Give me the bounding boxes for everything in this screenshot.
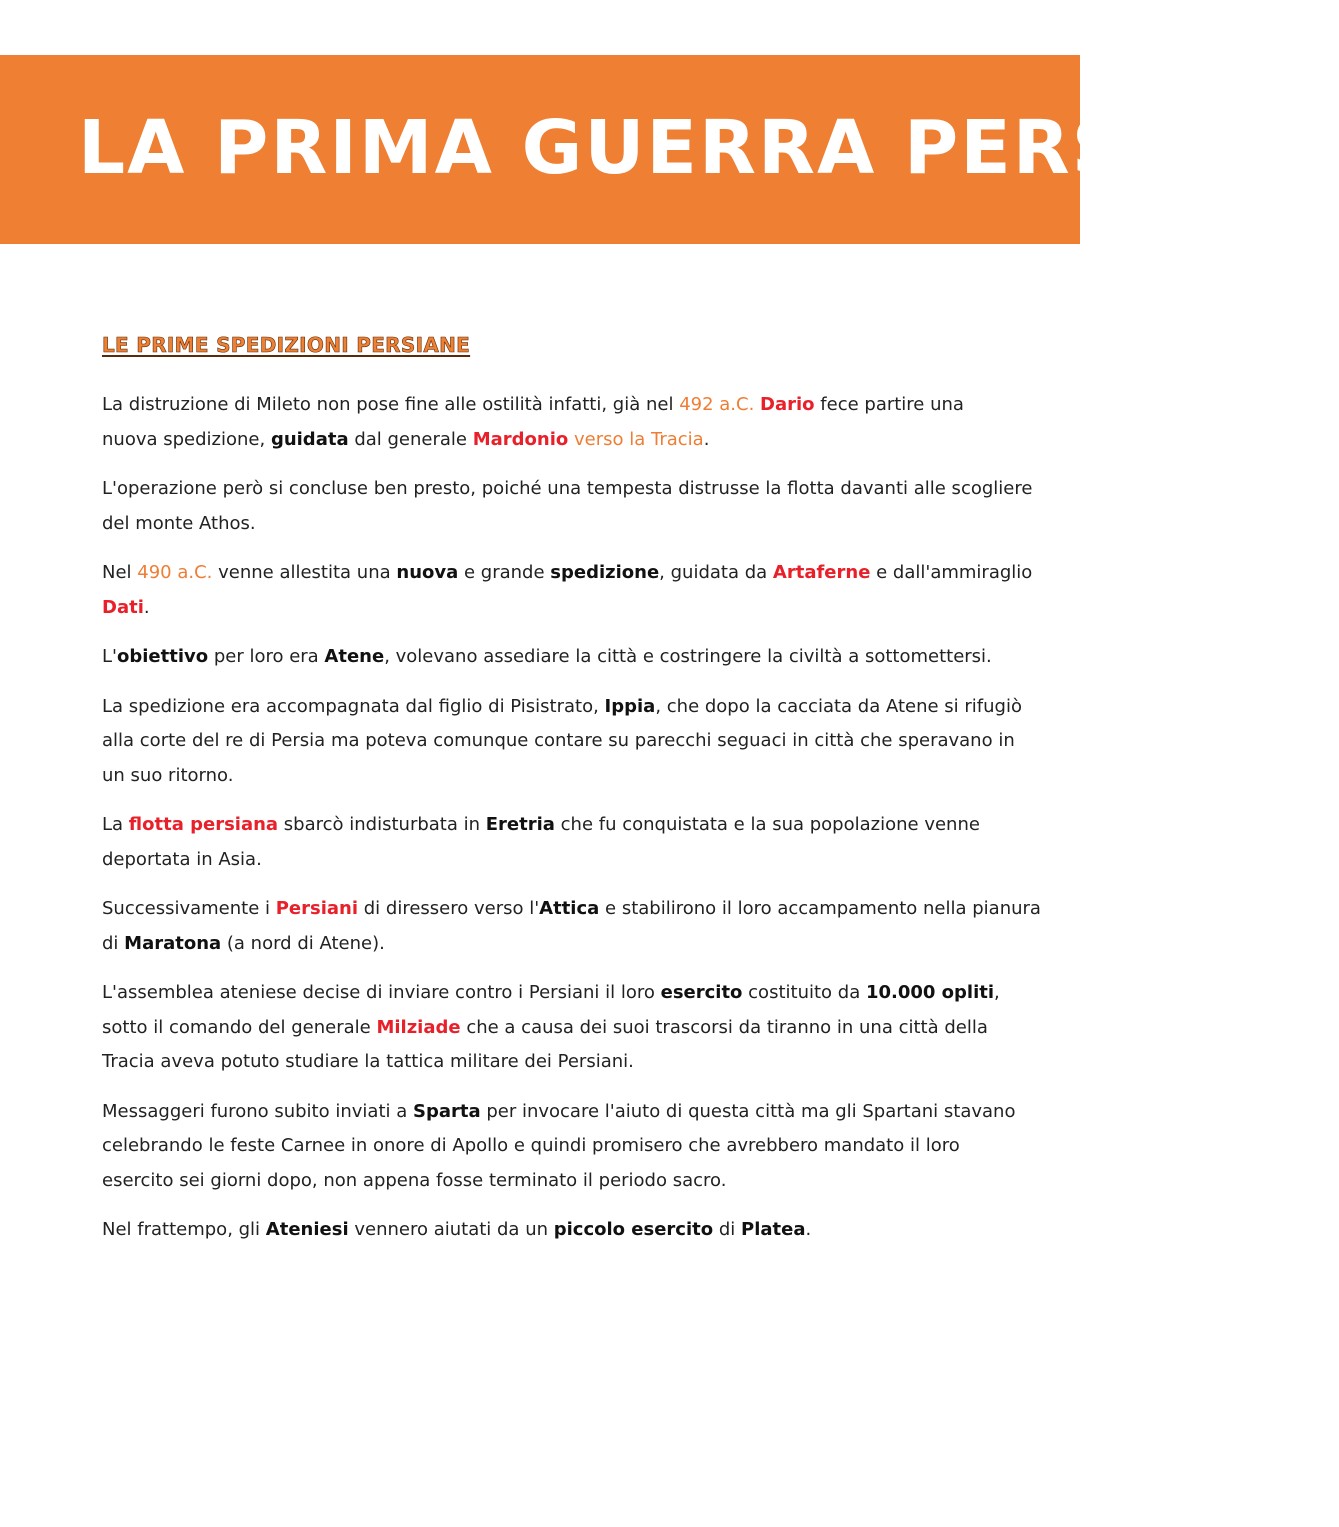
- keyword-bold: Sparta: [412, 1100, 481, 1122]
- text: sotto il comando del generale: [102, 1016, 377, 1038]
- text: per invocare l'aiuto di questa città ma gli Spartani stavano: [480, 1100, 1016, 1122]
- paragraph-10: [102, 1213, 982, 1248]
- text: Messaggeri furono subito inviati a: [102, 1100, 413, 1122]
- paragraph-4: [102, 640, 992, 675]
- text: fece partire una: [814, 394, 964, 415]
- paragraph-6: [102, 808, 982, 877]
- text: alla corte del re di Persia ma poteva comunque contare su parecchi seguaci in città che speravano in: [102, 730, 1015, 751]
- paragraph-2: [102, 472, 1033, 541]
- text: (a nord di Atene).: [221, 932, 385, 954]
- text: Successivamente i: [102, 898, 276, 919]
- text: e stabilirono il loro accampamento nella pianura: [599, 898, 1041, 919]
- text: nuova spedizione,: [102, 428, 271, 450]
- text: L'operazione però si concluse ben presto, poiché una tempesta distrusse la flotta davanti alle scogliere: [102, 478, 1033, 499]
- text: che a causa dei suoi trascorsi da tiranno in una città della: [460, 1016, 988, 1038]
- text: , guidata da: [659, 562, 773, 583]
- text: ,: [994, 982, 1000, 1003]
- keyword-bold: obiettivo: [116, 646, 209, 667]
- place-highlight: verso la Tracia: [568, 428, 704, 450]
- text: .: [703, 428, 710, 450]
- text: Nel frattempo, gli: [102, 1219, 266, 1240]
- keyword-bold: piccolo esercito: [553, 1219, 714, 1240]
- keyword-highlight: Persiani: [275, 898, 359, 919]
- keyword-highlight: Artaferne: [772, 562, 871, 583]
- keyword-highlight: flotta persiana: [128, 814, 279, 835]
- date-highlight: 490 a.C.: [137, 562, 213, 583]
- keyword-bold: Ateniesi: [265, 1219, 349, 1240]
- keyword-bold: spedizione: [550, 562, 660, 583]
- text: esercito sei giorni dopo, non appena fosse terminato il periodo sacro.: [102, 1169, 727, 1191]
- keyword-bold: Ippia: [604, 695, 656, 717]
- text: sbarcò indisturbata in: [278, 814, 486, 835]
- keyword-bold: esercito: [660, 982, 743, 1003]
- paragraph-8: [102, 976, 1000, 1080]
- title-banner: [0, 55, 1339, 244]
- keyword-bold: nuova: [396, 562, 459, 583]
- keyword-bold: Maratona: [124, 932, 222, 954]
- keyword-bold: Eretria: [485, 814, 555, 835]
- text: e dall'ammiraglio: [870, 562, 1033, 583]
- text: e grande: [458, 562, 551, 583]
- text: L': [102, 646, 117, 667]
- text: costituito da: [742, 982, 866, 1003]
- paragraph-9: [102, 1095, 1016, 1199]
- page-title: LA PRIMA GUERRA PERSIANA: [78, 105, 1339, 191]
- paragraph-5: [102, 690, 1022, 794]
- text: che fu conquistata e la sua popolazione venne: [554, 814, 980, 835]
- section-heading: LE PRIME SPEDIZIONI PERSIANE: [102, 333, 471, 357]
- text: di: [102, 932, 125, 954]
- text: La: [102, 814, 129, 835]
- date-highlight: 492 a.C.: [679, 394, 755, 415]
- text: .: [805, 1219, 812, 1240]
- paragraph-1: [102, 388, 982, 457]
- text: del monte Athos.: [102, 512, 256, 534]
- text: , che dopo la cacciata da Atene si rifugiò: [655, 695, 1022, 717]
- text: di diressero verso l': [358, 898, 540, 919]
- paragraph-7: [102, 892, 1041, 961]
- keyword-bold: Platea: [741, 1219, 806, 1240]
- text: deportata in Asia.: [102, 848, 262, 870]
- keyword-highlight: Milziade: [376, 1016, 461, 1038]
- text: venne allestita una: [212, 562, 397, 583]
- text: dal generale: [348, 428, 473, 450]
- text: Tracia aveva potuto studiare la tattica militare dei Persiani.: [102, 1051, 634, 1072]
- keyword-bold: guidata: [270, 428, 349, 450]
- text: La spedizione era accompagnata dal figlio di Pisistrato,: [102, 695, 605, 717]
- keyword-bold: Attica: [539, 898, 600, 919]
- text: La distruzione di Mileto non pose fine alle ostilità infatti, già nel: [102, 394, 680, 415]
- text: di: [713, 1219, 741, 1240]
- keyword-highlight: Dati: [102, 596, 144, 618]
- keyword-highlight: Dario: [760, 394, 815, 415]
- text: un suo ritorno.: [102, 764, 234, 786]
- text: per loro era: [208, 646, 325, 667]
- text: vennero aiutati da un: [348, 1219, 554, 1240]
- text: .: [143, 596, 150, 618]
- text: L'assemblea ateniese decise di inviare contro i Persiani il loro: [102, 982, 661, 1003]
- keyword-bold: 10.000 opliti: [865, 982, 995, 1003]
- keyword-highlight: Mardonio: [472, 428, 569, 450]
- keyword-bold: Atene: [324, 646, 385, 667]
- paragraph-3: [102, 556, 1033, 625]
- body-text: [102, 388, 1041, 1263]
- text: Nel: [102, 562, 138, 583]
- text: celebrando le feste Carnee in onore di Apollo e quindi promisero che avrebbero mandato il loro: [102, 1135, 960, 1156]
- text: , volevano assediare la città e costringere la civiltà a sottomettersi.: [384, 646, 992, 667]
